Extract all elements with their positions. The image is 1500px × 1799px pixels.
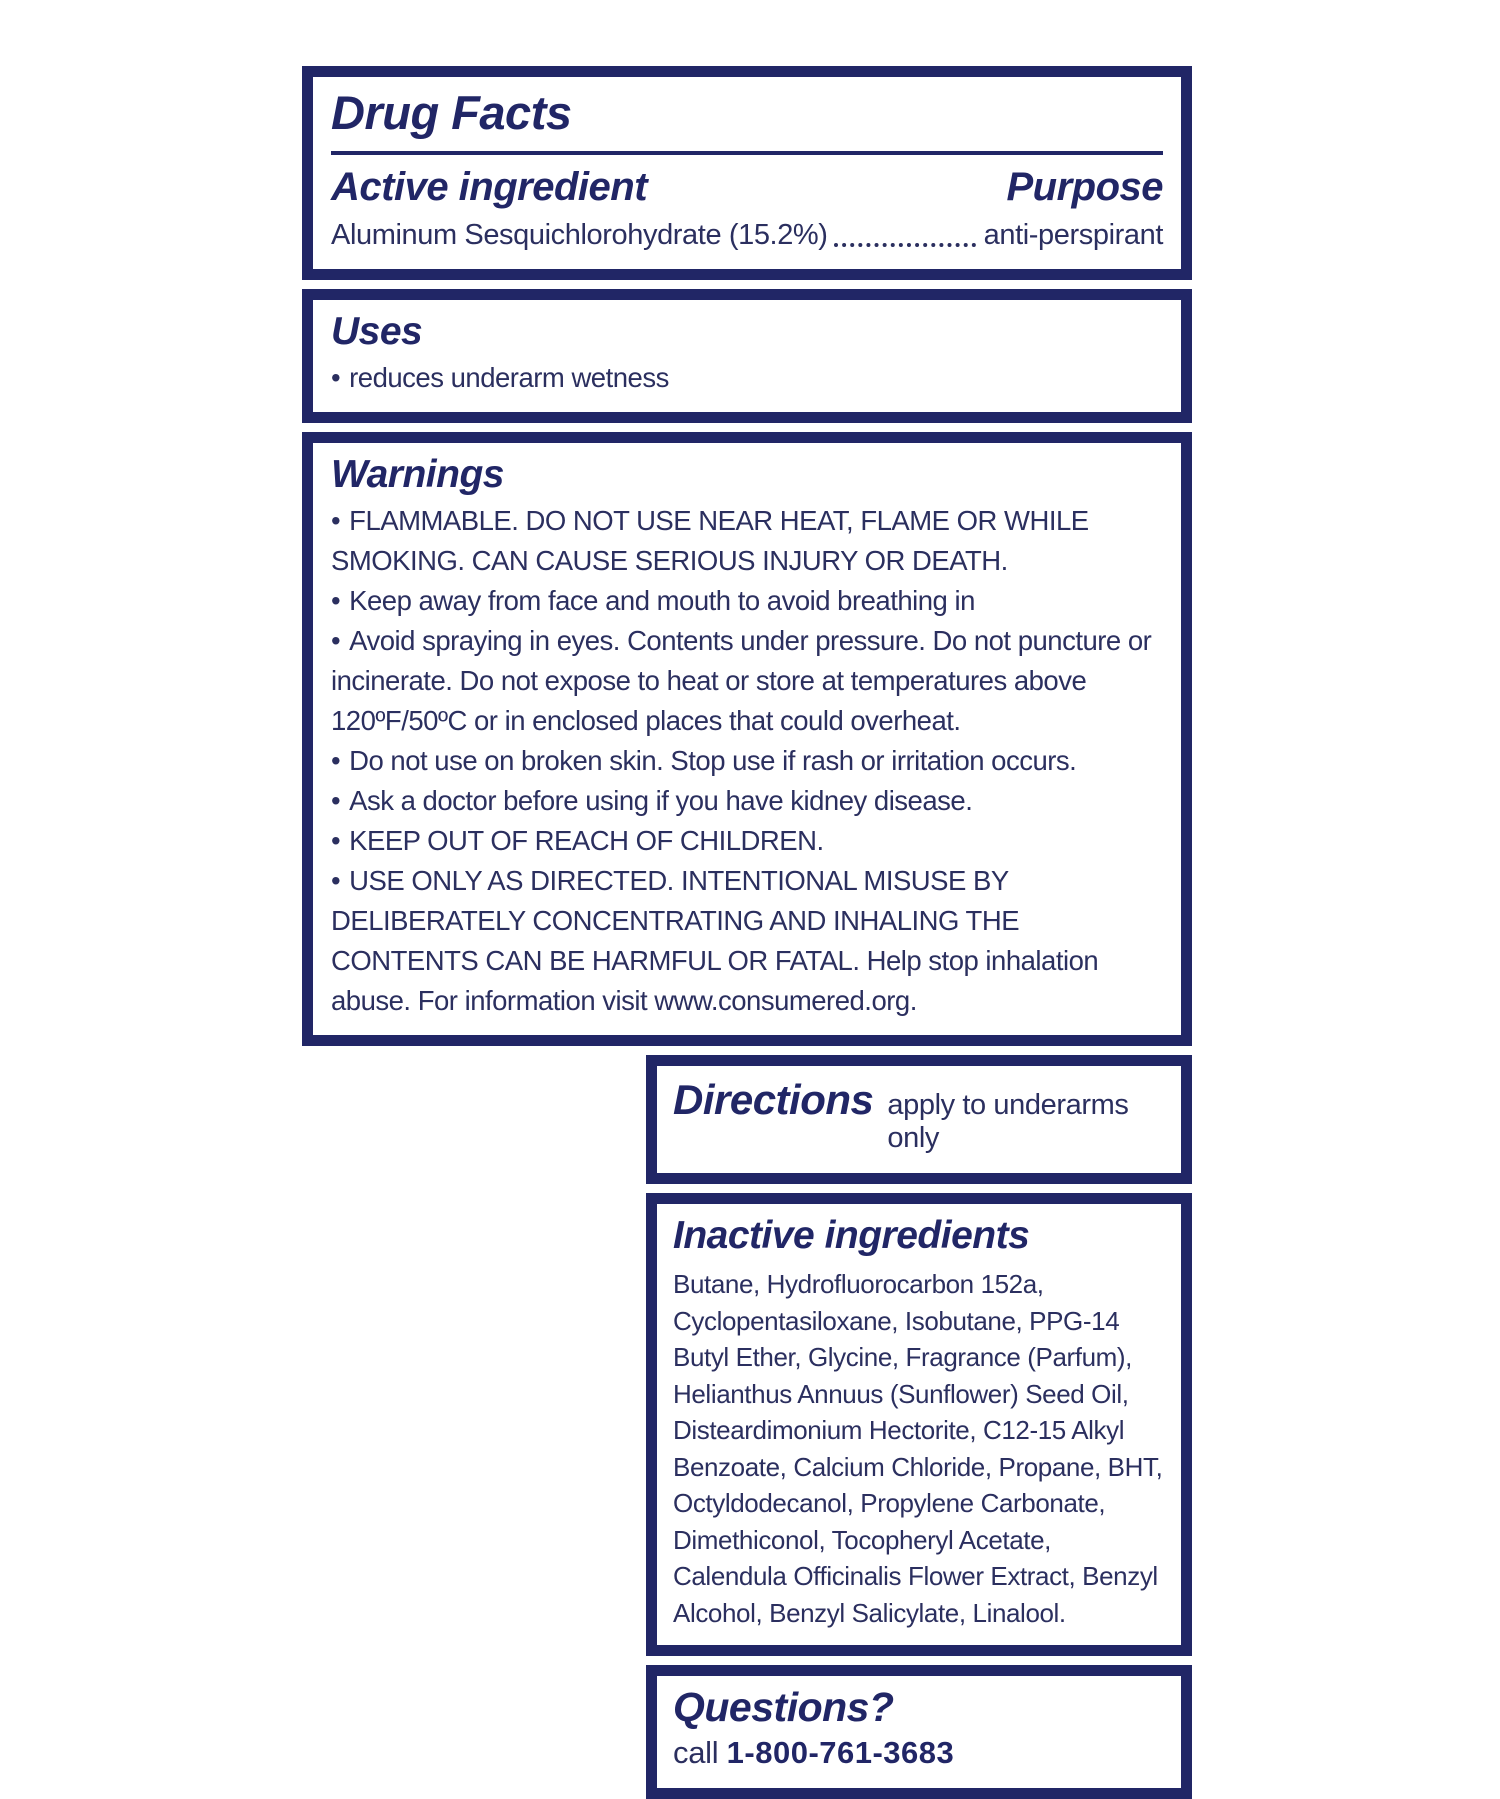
active-ingredient-row <box>331 215 1163 255</box>
warning-item-text: KEEP OUT OF REACH OF CHILDREN. <box>349 825 824 856</box>
questions-box <box>646 1665 1192 1799</box>
bullet-icon: • <box>331 362 341 393</box>
directions-heading: Directions <box>673 1076 874 1123</box>
warning-item-text: USE ONLY AS DIRECTED. INTENTIONAL MISUSE BY DELIBERATELY CONCENTRATING AND INHALING THE CONTENTS CAN BE HARMFUL OR FATAL. Help stop inhalation abuse. For information visit www.consumered.org. <box>331 865 1099 1016</box>
active-ingredient-header-row <box>331 161 1163 213</box>
inactive-ingredients-heading: Inactive ingredients <box>673 1214 1030 1257</box>
call-label: call <box>673 1735 719 1770</box>
bullet-icon: • <box>331 625 341 656</box>
bullet-icon: • <box>331 825 341 856</box>
warning-item <box>331 581 1163 621</box>
directions-text: apply to underarms only <box>887 1089 1129 1154</box>
warning-item <box>331 821 1163 861</box>
drug-facts-label <box>302 66 1192 1799</box>
directions-row <box>673 1072 1165 1159</box>
bullet-icon: • <box>331 745 341 776</box>
warning-item-text: Do not use on broken skin. Stop use if rash or irritation occurs. <box>349 745 1077 776</box>
dotted-leader <box>834 243 976 247</box>
warning-item <box>331 781 1163 821</box>
drug-facts-title: Drug Facts <box>331 86 572 139</box>
uses-item-text: reduces underarm wetness <box>349 362 669 393</box>
inactive-ingredients-box <box>646 1193 1192 1656</box>
warnings-heading: Warnings <box>331 453 504 496</box>
section-divider <box>331 151 1163 155</box>
bullet-icon: • <box>331 865 341 896</box>
questions-phone-number: 1-800-761-3683 <box>726 1735 955 1770</box>
inactive-ingredients-text: Butane, Hydrofluorocarbon 152a, Cyclopentasiloxane, Isobutane, PPG-14 Butyl Ether, Glycine, Fragrance (Parfum), Helianthus Annuus (Sunflower) Seed Oil, Disteardimonium Hectorite, C12-15 Alkyl Benzoate, Calcium Chloride, Propane, BHT, Octyldodecanol, Propylene Carbonate, Dimethiconol, Tocopheryl Acetate, Calendula Officinalis Flower Extract, Benzyl Alcohol, Benzyl Salicylate, Linalool. <box>673 1269 1163 1628</box>
warning-item-text: Ask a doctor before using if you have kidney disease. <box>349 785 973 816</box>
uses-heading: Uses <box>331 310 423 353</box>
purpose-value: anti-perspirant <box>983 219 1163 251</box>
active-ingredient-heading: Active ingredient <box>331 165 648 209</box>
label-right-column <box>646 1055 1192 1799</box>
bullet-icon: • <box>331 785 341 816</box>
warning-item <box>331 861 1163 1021</box>
uses-item <box>331 358 1163 398</box>
warning-item-text: Keep away from face and mouth to avoid breathing in <box>349 585 975 616</box>
warning-item <box>331 741 1163 781</box>
warning-item-text: FLAMMABLE. DO NOT USE NEAR HEAT, FLAME OR WHILE SMOKING. CAN CAUSE SERIOUS INJURY OR DEATH. <box>331 505 1089 576</box>
questions-call-row <box>673 1732 1165 1774</box>
uses-list <box>331 358 1163 398</box>
warnings-list <box>331 501 1163 1021</box>
questions-heading: Questions? <box>673 1684 894 1730</box>
warning-item <box>331 621 1163 741</box>
directions-box <box>646 1055 1192 1184</box>
active-ingredient-name: Aluminum Sesquichlorohydrate (15.2%) <box>331 219 828 251</box>
warnings-box <box>302 432 1192 1046</box>
bullet-icon: • <box>331 585 341 616</box>
warning-item <box>331 501 1163 581</box>
purpose-heading: Purpose <box>1006 165 1163 209</box>
bullet-icon: • <box>331 505 341 536</box>
uses-box <box>302 289 1192 423</box>
warning-item-text: Avoid spraying in eyes. Contents under pressure. Do not puncture or incinerate. Do not expose to heat or store at temperatures above 120ºF/50ºC or in enclosed places that could overheat. <box>331 625 1152 736</box>
drug-facts-header-box <box>302 66 1192 280</box>
